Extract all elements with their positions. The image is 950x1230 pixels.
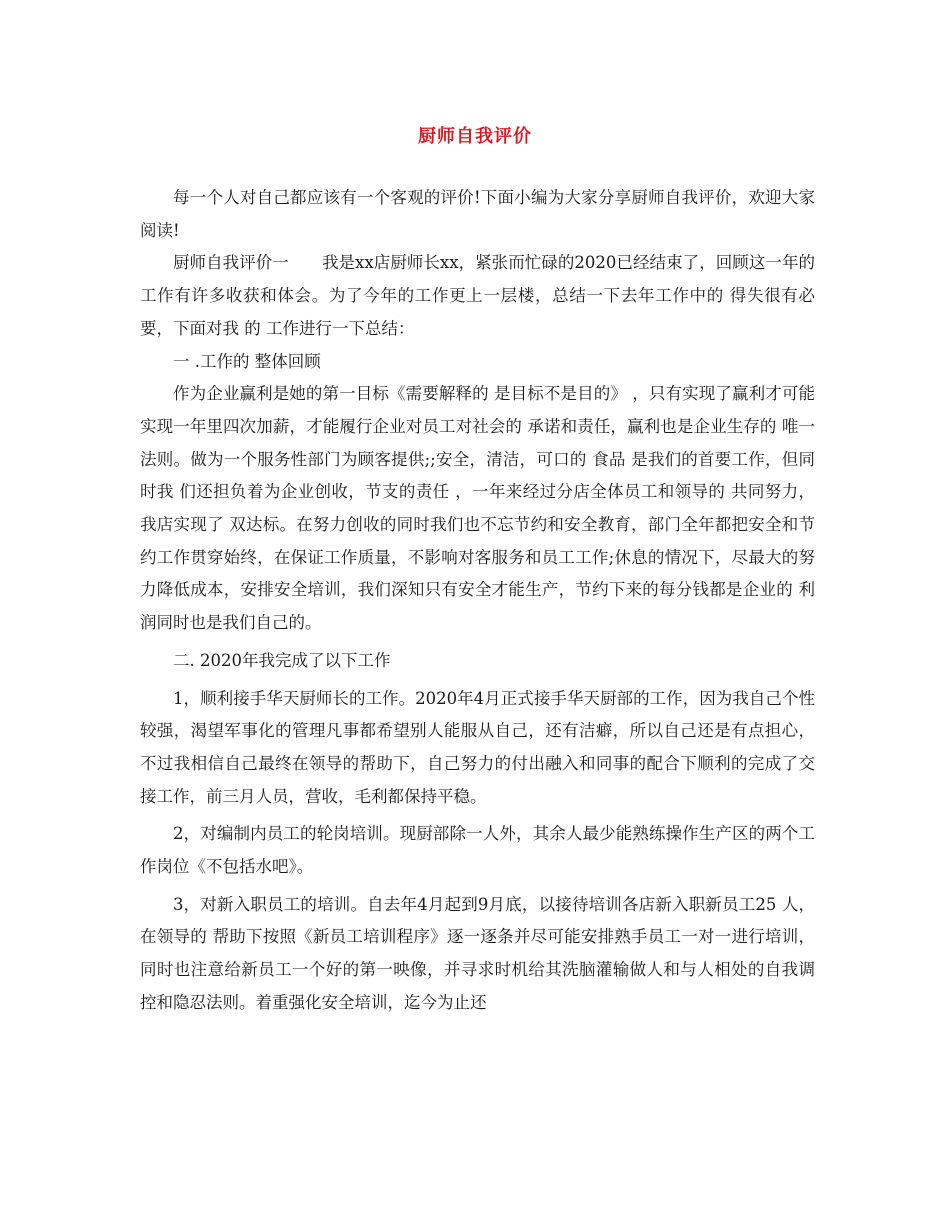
paragraph-item-3: 3，对新入职员工的培训。自去年4月起到9月底，以接待培训各店新入职新员工25 人， 在领导的 帮助下按照《新员工培训程序》逐一逐条并尽可能安排熟手员工一对一进行培训，同时也注意给新员工一个好的第一映像，并寻求时机给其洗脑灌输做人和与人相处的自我调控和隐忍法则。着重强化安全培训，迄今为止还 bbox=[140, 894, 815, 1012]
paragraph-overall-review: 作为企业赢利是她的第一目标《需要解释的 是目标不是目的》 ，只有实现了赢利才可能实现一年里四次加薪，才能履行企业对员工对社会的 承诺和责任，赢利也是企业生存的 唯一法则。做为一个服务性部门为顾客提供;;安全，清洁，可口的 食品 是我们的首要工作，但同时我 们还担负着为企业创收，节支的责任 ，一年来经过分店全体员工和领导的 共同努力，我店实现了 双达标。在努力创收的同时我们也不忘节约和安全教育，部门全年都把安全和节约工作贯穿始终，在保证工作质量，不影响对客服务和员工工作;休息的情况下，尽最大的努力降低成本，安排安全培训，我们深知只有安全才能生产，节约下来的每分钱都是企业的 利润同时也是我们自己的。 bbox=[140, 384, 815, 633]
section-heading-overall-review: 一 .工作的 整体回顾 bbox=[173, 351, 321, 371]
document-body bbox=[140, 182, 815, 1020]
paragraph-item-2: 2，对编制内员工的轮岗培训。现厨部除一人外，其余人最少能熟练操作生产区的两个工作岗位《不包括水吧》。 bbox=[140, 824, 815, 877]
paragraph-evaluation-one: 厨师自我评价一 我是xx店厨师长xx，紧张而忙碌的2020已经结束了，回顾这一年的 工作有许多收获和体会。为了今年的工作更上一层楼，总结一下去年工作中的 得失很有必要，下面对我 的 工作进行一下总结： bbox=[140, 253, 815, 338]
document-title: 厨师自我评价 bbox=[418, 126, 532, 147]
section-heading-work-completed: 二. 2020年我完成了以下工作 bbox=[173, 650, 391, 670]
paragraph-item-1: 1，顺利接手华天厨师长的工作。2020年4月正式接手华天厨部的工作，因为我自己个性较强，渴望军事化的管理凡事都希望别人能服从自己，还有洁癖，所以自己还是有点担心，不过我相信自己最终在领导的帮助下，自己努力的付出融入和同事的配合下顺利的完成了交接工作，前三月人员，营收，毛利都保持平稳。 bbox=[140, 688, 815, 806]
paragraph-intro: 每一个人对自己都应该有一个客观的评价!下面小编为大家分享厨师自我评价，欢迎大家阅读! bbox=[140, 188, 815, 240]
